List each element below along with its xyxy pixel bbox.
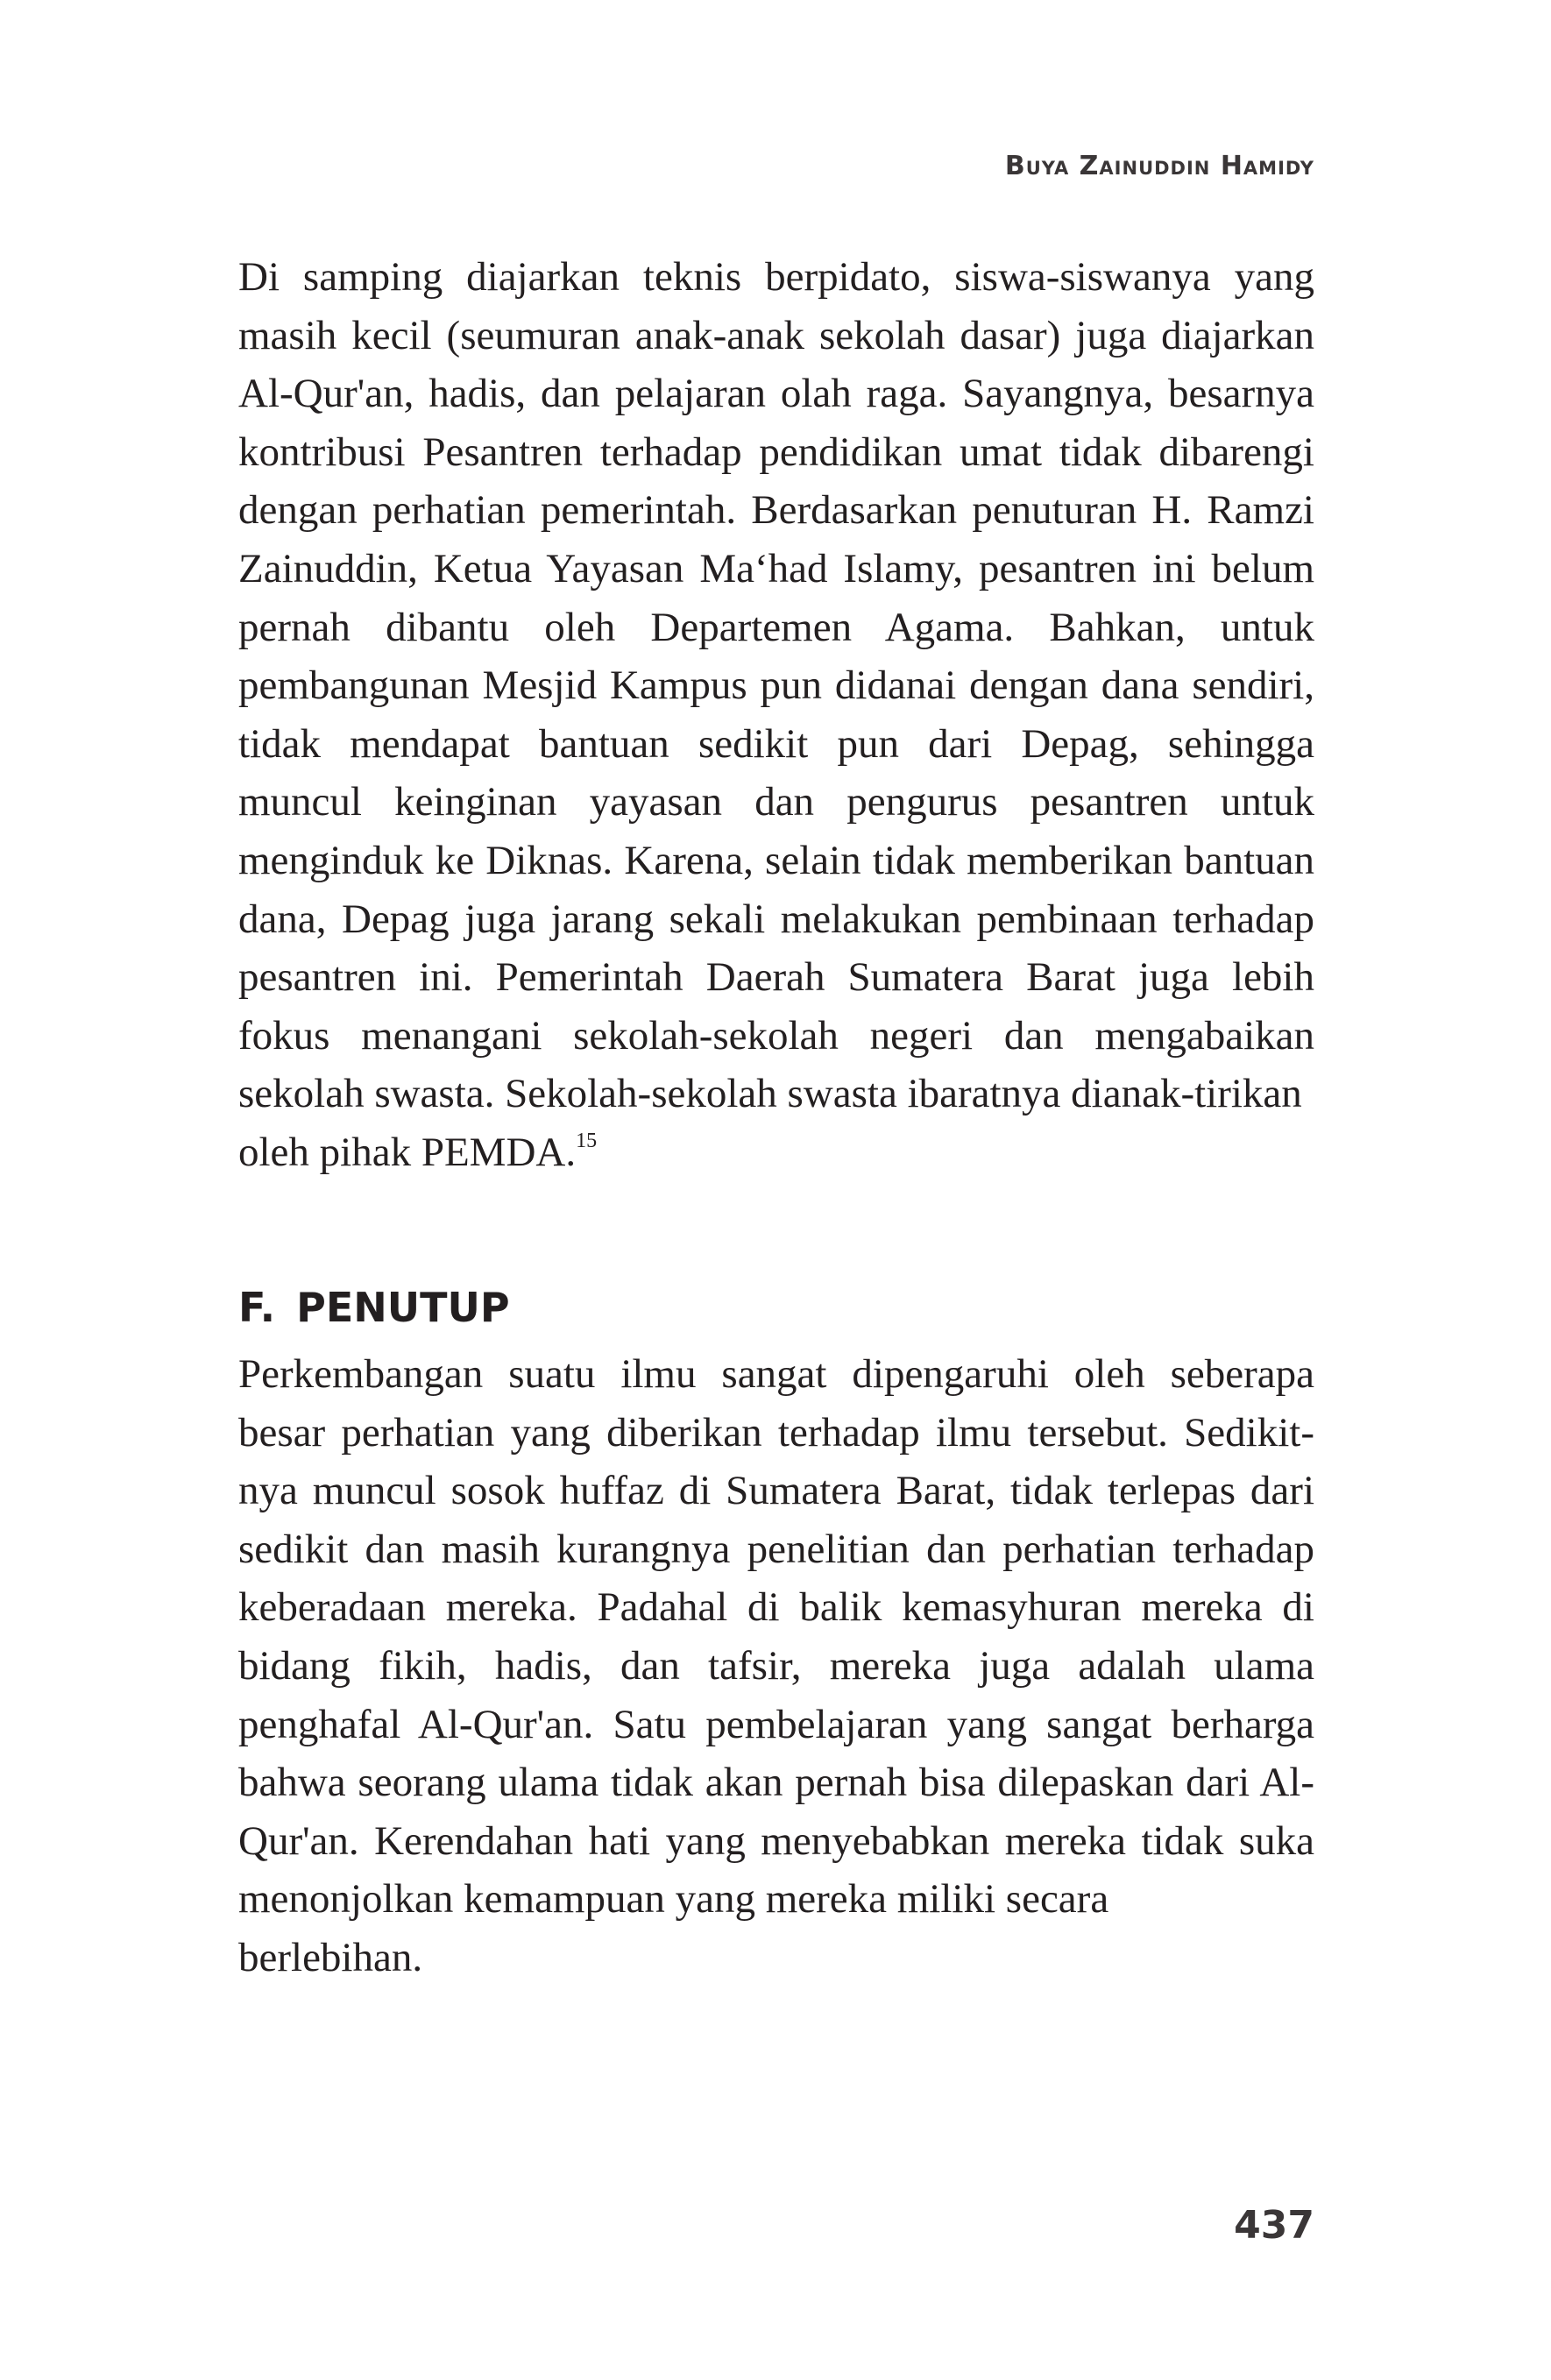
section-title: PENUTUP — [296, 1284, 510, 1331]
page-number: 437 — [1234, 2203, 1314, 2248]
paragraph-1-tail: oleh pihak PEMDA. — [238, 1129, 577, 1175]
paragraph-2-text: Perkembangan suatu ilmu sangat dipengaruhi oleh seberapa besar perhatian yang diberikan terhadap ilmu tersebut. Sedikit-nya muncul sosok huffaz di Sumatera Barat, tidak terlepas dari sedikit dan masih kurangnya penelitian dan perhatian terhadap keberadaan mereka. Padahal di balik kemasyhuran mereka di bidang fikih, hadis, dan tafsir, mereka juga adalah ulama penghafal Al-Qur'an. Satu pembelajaran yang sangat berharga bahwa seorang ulama tidak akan pernah bisa dilepaskan dari Al-Qur'an. Kerendahan hati yang menyebabkan mereka tidak suka menonjolkan kemampuan yang mereka miliki secara — [238, 1351, 1314, 1923]
paragraph-2-tail: berlebihan. — [238, 1934, 423, 1980]
body-paragraph-2 — [238, 1345, 1314, 1987]
section-number: F. — [238, 1284, 276, 1331]
paragraph-1-last-line — [238, 1123, 1314, 1182]
footnote-reference[interactable]: 15 — [576, 1130, 598, 1153]
section-heading — [238, 1281, 510, 1334]
body-paragraph-1 — [238, 248, 1314, 1182]
running-head: Buya Zainuddin Hamidy — [1004, 151, 1314, 181]
paragraph-1-text: Di samping diajarkan teknis berpidato, siswa-siswanya yang masih kecil (seumuran anak-anak sekolah dasar) juga diajarkan Al-Qur'an, hadis, dan pelajaran olah raga. Sayangnya, besarnya kontribusi Pesantren terhadap pendidikan umat tidak dibarengi dengan perhatian pemerintah. Berdasarkan penuturan H. Ramzi Zainuddin, Ketua Yayasan Ma‘had Islamy, pesantren ini belum pernah dibantu oleh Departemen Agama. Bahkan, untuk pembangunan Mesjid Kampus pun didanai dengan dana sendiri, tidak mendapat bantuan sedikit pun dari Depag, sehingga muncul keinginan yayasan dan pengurus pesantren untuk menginduk ke Diknas. Karena, selain tidak memberikan bantuan dana, Depag juga jarang sekali melakukan pembinaan terhadap pesantren ini. Pemerintah Daerah Sumatera Barat juga lebih fokus menangani sekolah-sekolah negeri dan mengabaikan sekolah swasta. Sekolah-sekolah swasta ibaratnya dianak-tirikan — [238, 254, 1314, 1117]
